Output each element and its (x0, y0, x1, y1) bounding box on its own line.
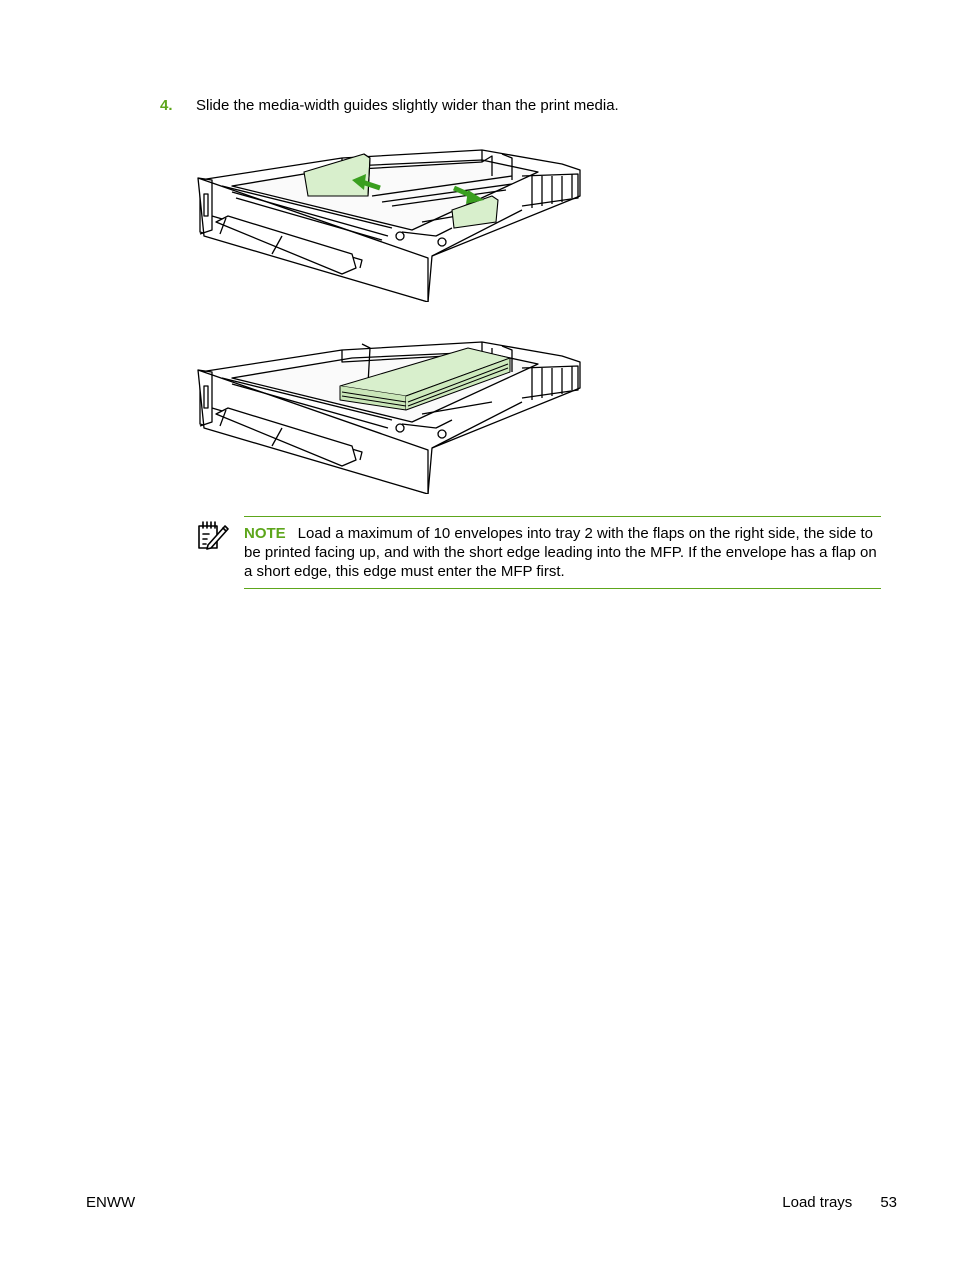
tray-guides-illustration (192, 136, 584, 302)
tray-envelopes-illustration (192, 322, 584, 494)
footer-left: ENWW (86, 1194, 136, 1211)
footer-right (782, 1194, 897, 1211)
note-text: Load a maximum of 10 envelopes into tray 2 with the flaps on the right side, the side to be printed facing up, and with the short edge leading into the MFP. If the envelope has a flap on a short edge, this edge must enter the MFP first. (244, 525, 877, 580)
step-number: 4. (160, 97, 173, 114)
step-text: Slide the media-width guides slightly wider than the print media. (196, 97, 619, 114)
note-pencil-icon (195, 518, 229, 552)
page-number: 53 (880, 1194, 897, 1211)
note-label: NOTE (244, 525, 286, 542)
note-box (244, 516, 881, 589)
footer-section: Load trays (782, 1194, 853, 1211)
